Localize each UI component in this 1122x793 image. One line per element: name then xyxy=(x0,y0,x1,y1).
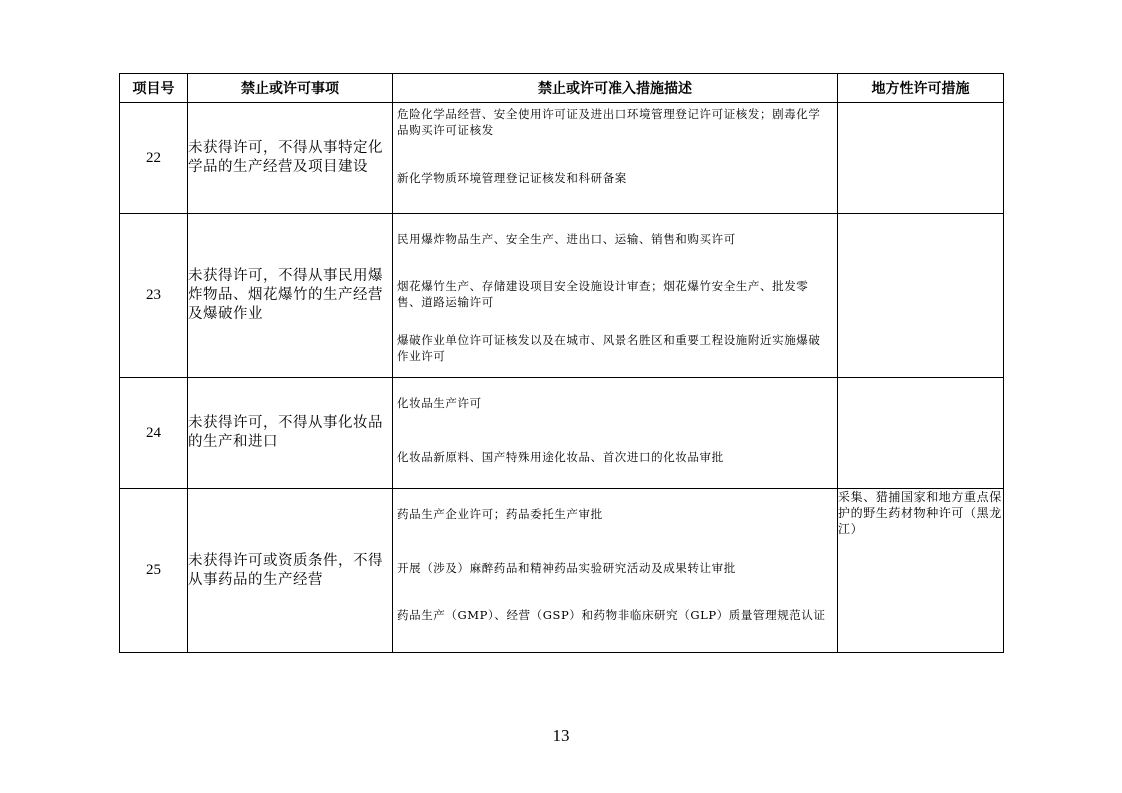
measure-item: 化妆品生产许可 xyxy=(397,396,482,410)
row-measures xyxy=(393,103,838,214)
measure-item: 烟花爆竹生产、存储建设项目安全设施设计审查；烟花爆竹安全生产、批发零售、道路运输许可 xyxy=(397,279,809,309)
permit-table xyxy=(119,73,1004,653)
row-matter: 未获得许可，不得从事民用爆炸物品、烟花爆竹的生产经营及爆破作业 xyxy=(188,214,393,378)
measure-item: 药品生产企业许可；药品委托生产审批 xyxy=(397,507,603,521)
table-row xyxy=(120,489,1004,653)
header-measure-description: 禁止或许可准入措施描述 xyxy=(393,74,838,103)
measure-item: 化妆品新原料、国产特殊用途化妆品、首次进口的化妆品审批 xyxy=(397,450,724,464)
table-row xyxy=(120,103,1004,214)
measure-item: 开展（涉及）麻醉药品和精神药品实验研究活动及成果转让审批 xyxy=(397,561,736,575)
row-number: 25 xyxy=(120,489,188,653)
page-number: 13 xyxy=(552,726,570,745)
header-local-measures: 地方性许可措施 xyxy=(838,74,1004,103)
header-item-number: 项目号 xyxy=(120,74,188,103)
row-matter: 未获得许可，不得从事化妆品的生产和进口 xyxy=(188,378,393,489)
measure-item: 爆破作业单位许可证核发以及在城市、风景名胜区和重要工程设施附近实施爆破作业许可 xyxy=(397,333,821,363)
row-measures xyxy=(393,214,838,378)
table-row xyxy=(120,378,1004,489)
measure-item: 新化学物质环境管理登记证核发和科研备案 xyxy=(397,171,627,185)
table-row xyxy=(120,214,1004,378)
row-number: 24 xyxy=(120,378,188,489)
row-local xyxy=(838,378,1004,489)
row-local xyxy=(838,214,1004,378)
row-measures xyxy=(393,378,838,489)
row-number: 23 xyxy=(120,214,188,378)
row-matter: 未获得许可或资质条件，不得从事药品的生产经营 xyxy=(188,489,393,653)
row-local xyxy=(838,103,1004,214)
row-matter: 未获得许可，不得从事特定化学品的生产经营及项目建设 xyxy=(188,103,393,214)
measure-item: 民用爆炸物品生产、安全生产、进出口、运输、销售和购买许可 xyxy=(397,232,736,246)
measure-item: 药品生产（GMP）、经营（GSP）和药物非临床研究（GLP）质量管理规范认证 xyxy=(397,608,826,622)
row-number: 22 xyxy=(120,103,188,214)
row-measures xyxy=(393,489,838,653)
header-matter: 禁止或许可事项 xyxy=(188,74,393,103)
row-local: 采集、猎捕国家和地方重点保护的野生药材物种许可（黑龙江） xyxy=(838,489,1004,653)
header-row xyxy=(120,74,1004,103)
measure-item: 危险化学品经营、安全使用许可证及进出口环境管理登记许可证核发；剧毒化学品购买许可证核发 xyxy=(397,107,821,137)
